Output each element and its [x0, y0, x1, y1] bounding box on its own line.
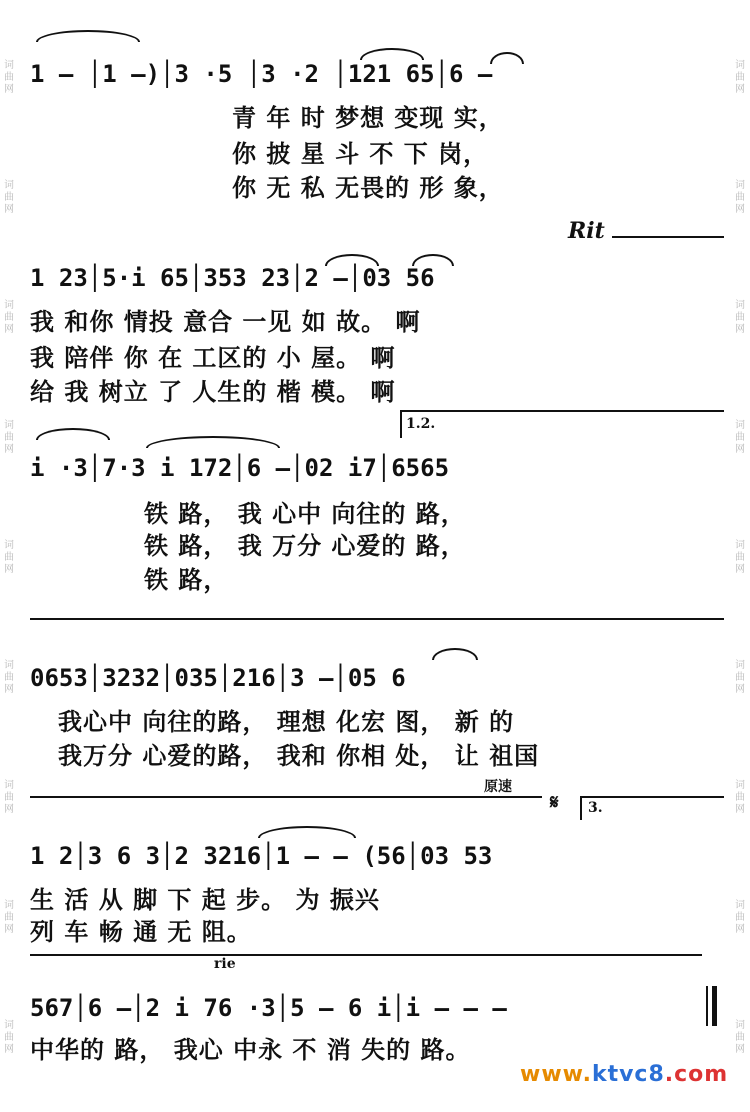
watermark-right: 词曲网	[735, 540, 745, 575]
lyrics-line: 我万分 心爱的路， 我和 你相 处， 让 祖国	[58, 741, 540, 770]
lyrics-line: 铁 路， 我 万分 心爱的 路，	[144, 531, 466, 560]
notes-system-6: 567│6 –│2 i 76 ·3│5 – 6 i│i – – –	[30, 994, 507, 1022]
final-barline	[706, 986, 708, 1026]
rit-marking: Rit	[568, 218, 605, 244]
slur	[146, 436, 280, 448]
volta-line	[400, 410, 724, 412]
slur	[490, 52, 524, 64]
watermark-left: 词曲网	[4, 420, 14, 455]
slur	[36, 30, 140, 42]
lyrics-line: 你 无 私 无畏的 形 象，	[232, 173, 504, 202]
lyrics-line: 铁 路， 我 心中 向往的 路，	[144, 499, 466, 528]
watermark-right: 词曲网	[735, 60, 745, 95]
separator-line	[30, 954, 702, 956]
watermark-right: 词曲网	[735, 660, 745, 695]
site-www: www.	[520, 1062, 592, 1087]
volta-hook	[400, 410, 402, 438]
notes-system-5: 1 2│3 6 3│2 3216│1 – – (56│03 53	[30, 842, 493, 870]
separator-line	[30, 618, 724, 620]
watermark-left: 词曲网	[4, 900, 14, 935]
lyrics-line: 青 年 时 梦想 变现 实，	[232, 103, 504, 132]
watermark-right: 词曲网	[735, 420, 745, 455]
watermark-left: 词曲网	[4, 540, 14, 575]
lyrics-line: 铁 路，	[144, 565, 229, 594]
slur	[360, 48, 424, 60]
watermark-left: 词曲网	[4, 180, 14, 215]
slur	[432, 648, 478, 660]
tempo-yuansu: 原速	[484, 779, 512, 795]
watermark-left: 词曲网	[4, 660, 14, 695]
site-brand: ktvc8	[591, 1062, 665, 1087]
watermark-left: 词曲网	[4, 1020, 14, 1055]
segno-mark: 𝄋	[550, 790, 559, 814]
watermark-right: 词曲网	[735, 780, 745, 815]
watermark-right: 词曲网	[735, 180, 745, 215]
watermark-left: 词曲网	[4, 780, 14, 815]
rie-marking: rie	[214, 956, 236, 972]
volta-1-2: 1.2.	[406, 416, 436, 432]
lyrics-line: 我 陪伴 你 在 工区的 小 屋。 啊	[30, 343, 396, 372]
volta-3: 3.	[588, 800, 603, 816]
lyrics-line: 给 我 树立 了 人生的 楷 模。 啊	[30, 377, 396, 406]
final-barline-thick	[712, 986, 717, 1026]
volta-line	[580, 796, 724, 798]
lyrics-line: 我 和你 情投 意合 一见 如 故。 啊	[30, 307, 421, 336]
lyrics-line: 我心中 向往的路， 理想 化宏 图， 新 的	[58, 707, 515, 736]
notes-system-1: 1 – │1 –)│3 ·5 │3 ·2 │121 65│6 –	[30, 60, 493, 88]
watermark-right: 词曲网	[735, 1020, 745, 1055]
slur	[36, 428, 110, 440]
watermark-left-column: 词曲网	[4, 60, 14, 95]
separator-line	[30, 796, 542, 798]
volta-hook	[580, 796, 582, 820]
notes-system-3: i ·3│7·3 i 172│6 –│02 i7│6565	[30, 454, 450, 482]
lyrics-line: 列 车 畅 通 无 阻。	[30, 917, 252, 946]
notes-system-4: 0653│3232│035│216│3 –│05 6	[30, 664, 406, 692]
watermark-right: 词曲网	[735, 300, 745, 335]
lyrics-line: 生 活 从 脚 下 起 步。 为 振兴	[30, 885, 380, 914]
site-tld: .com	[664, 1062, 729, 1087]
watermark-left: 词曲网	[4, 300, 14, 335]
lyrics-line: 你 披 星 斗 不 下 岗，	[232, 139, 489, 168]
lyrics-line: 中华的 路， 我心 中永 不 消 失的 路。	[30, 1035, 471, 1064]
site-watermark	[520, 1062, 728, 1087]
rit-line	[612, 236, 724, 238]
slur	[258, 826, 356, 838]
notes-system-2: 1 23│5·i 65│353 23│2 –│03 56	[30, 264, 435, 292]
watermark-right: 词曲网	[735, 900, 745, 935]
